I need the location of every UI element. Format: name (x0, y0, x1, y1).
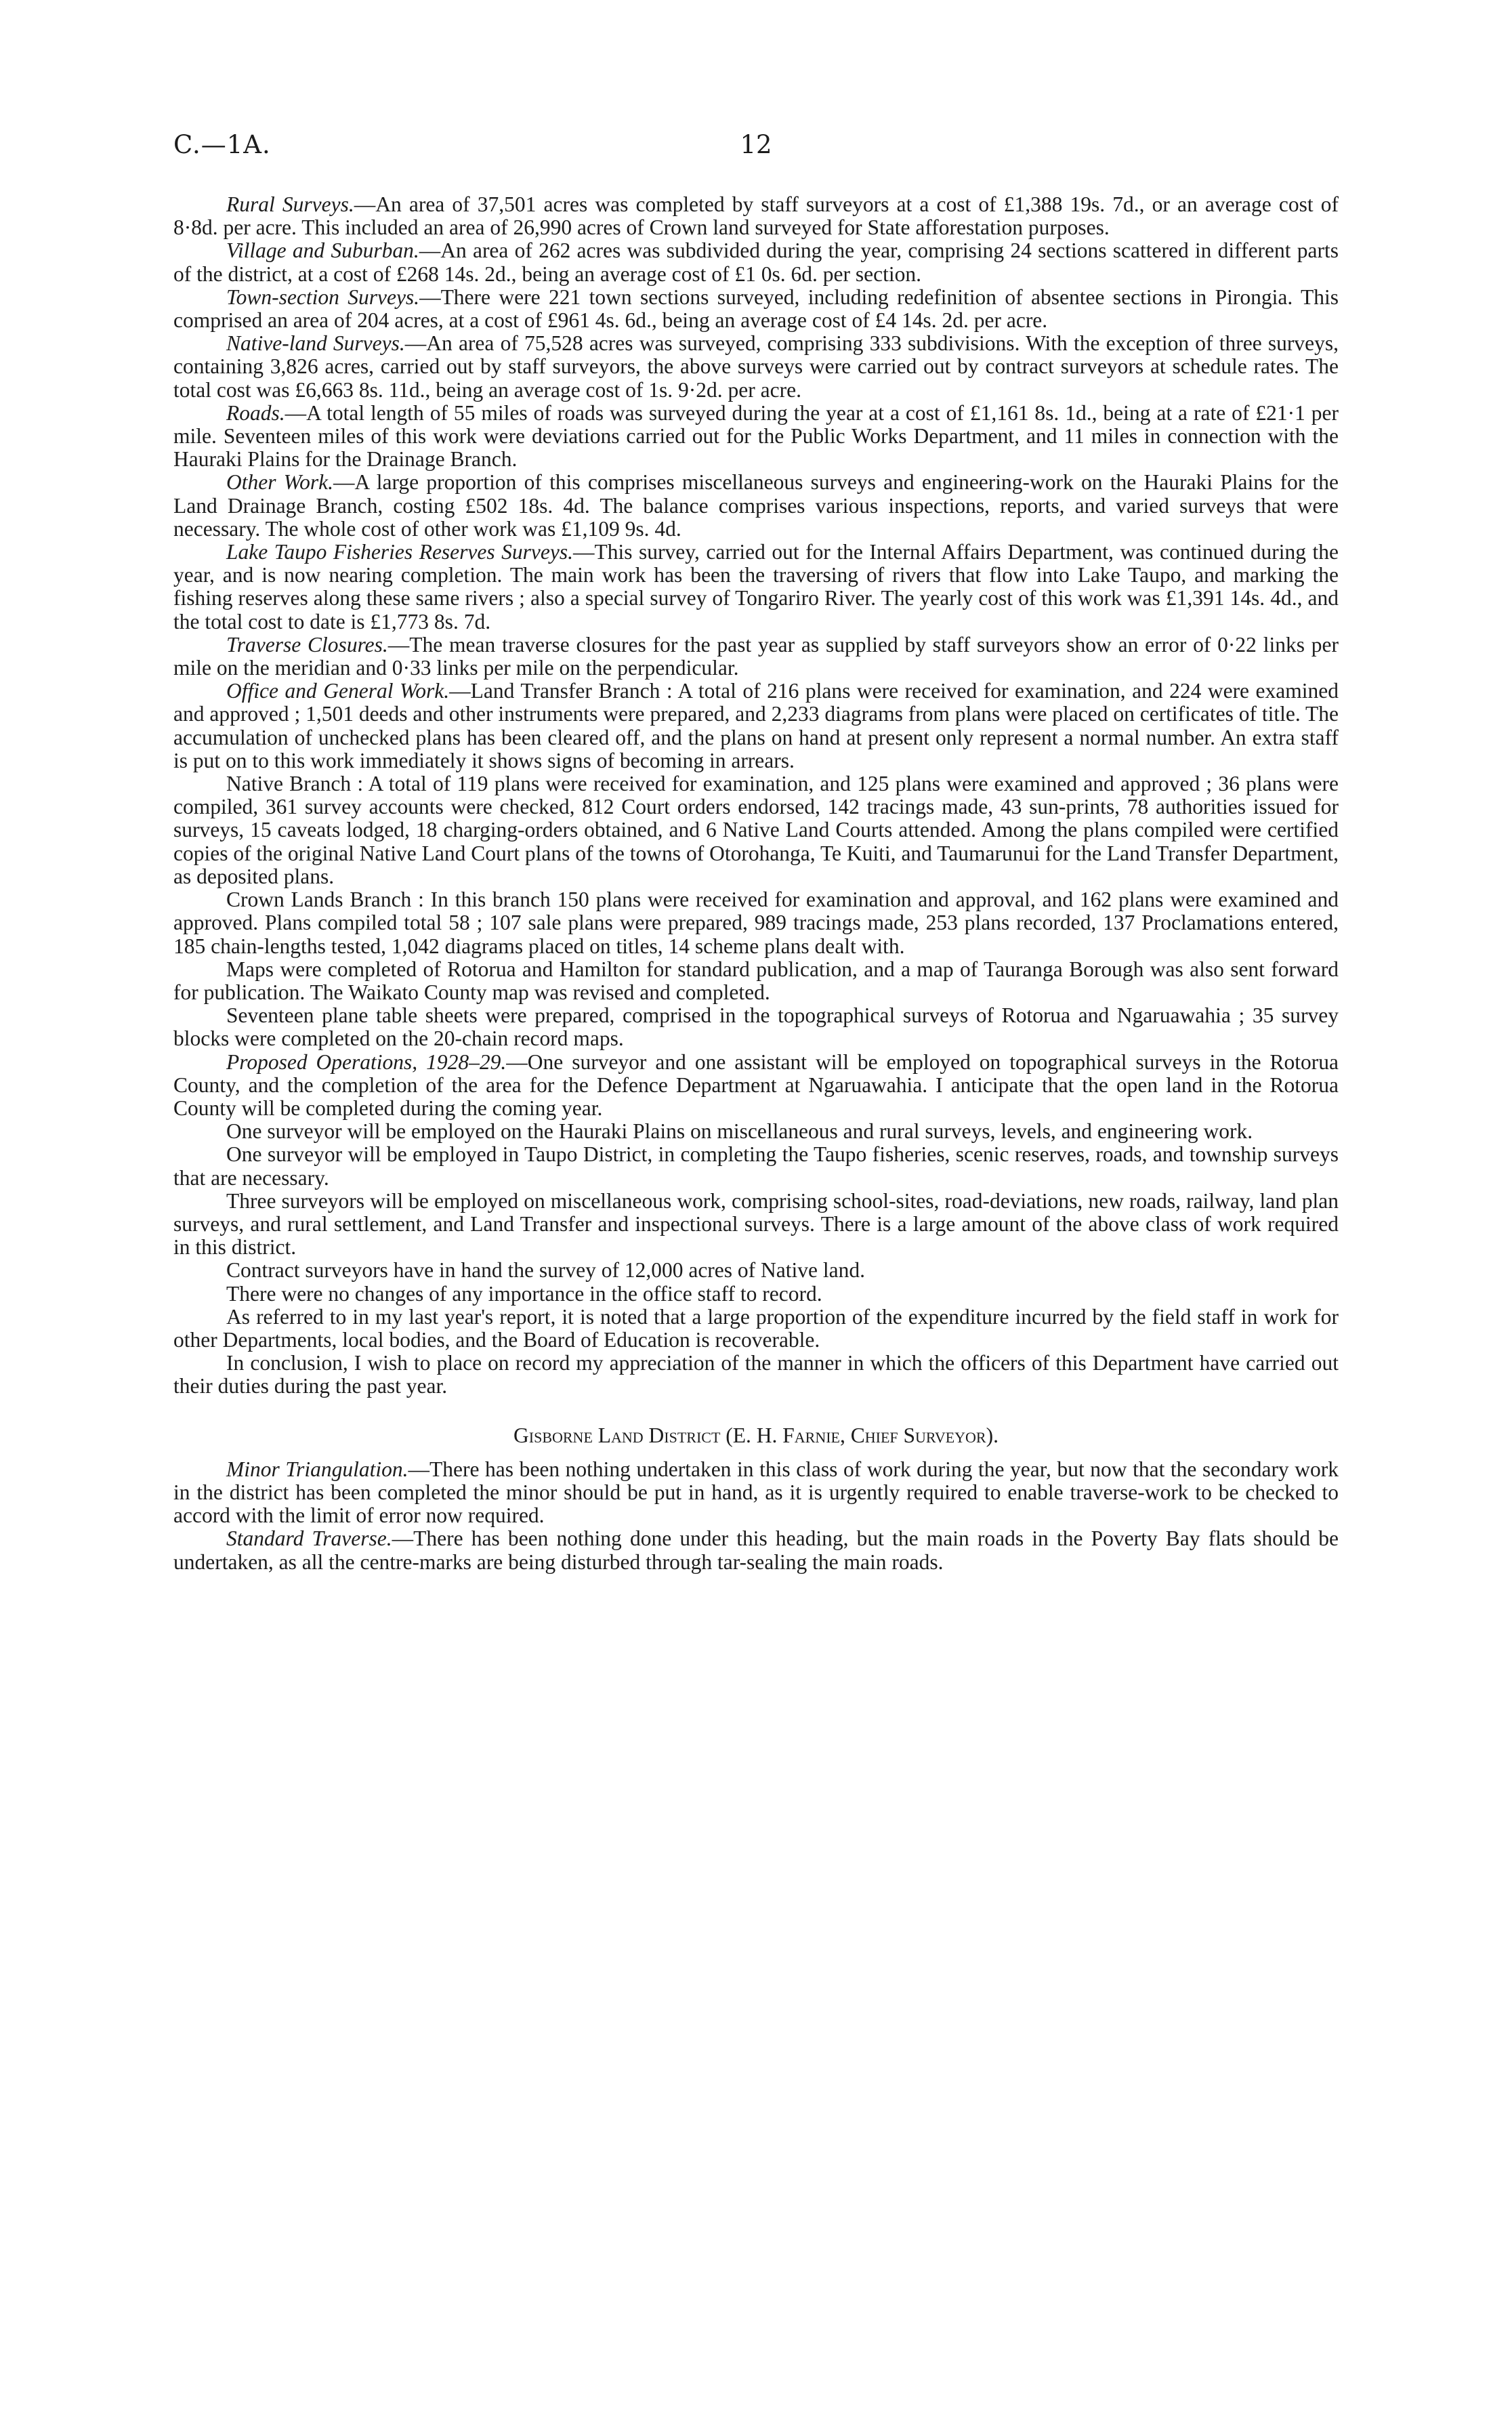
paragraph-text: Seventeen plane table sheets were prepared, comprised in the topographical surveys of Rotorua and Ngaruawahia ; 35 survey blocks were completed on the 20-chain record maps. (173, 1003, 1339, 1051)
section-paragraph-list (173, 1458, 1339, 1574)
paragraph-lead: Roads. (226, 400, 285, 425)
paragraph-lead: Rural Surveys. (226, 192, 354, 216)
paragraph (173, 402, 1339, 472)
section-heading: Gisborne Land District (E. H. Farnie, Chief Surveyor). (513, 1423, 999, 1447)
paragraph (173, 541, 1339, 633)
paragraph-text: —The mean traverse closures for the past year as supplied by staff surveyors show an error of 0·22 links per mile on the meridian and 0·33 links per mile on the perpendicular. (173, 632, 1339, 680)
paragraph-text: —An area of 75,528 acres was surveyed, comprising 333 subdivisions. With the exception of three surveys, containing 3,826 acres, carried out by staff surveyors, the above surveys were carried out by contract surveyors at schedule rates. The total cost was £6,663 8s. 11d., being an average cost of 1s. 9·2d. per acre. (173, 331, 1339, 402)
paragraph (173, 1143, 1339, 1189)
document-reference: C.—1A. (173, 130, 271, 159)
paragraph-list (173, 193, 1339, 1398)
paragraph-text: —A large proportion of this comprises miscellaneous surveys and engineering-work on the Hauraki Plains for the Land Drainage Branch, costing £502 18s. 4d. The balance comprises various inspections, reports, and varied surveys that were necessary. The whole cost of other work was £1,109 9s. 4d. (173, 470, 1339, 541)
paragraph (173, 680, 1339, 772)
paragraph-text: —An area of 37,501 acres was completed by staff surveyors at a cost of £1,388 19s. 7d., or an average cost of 8·8d. per acre. This included an area of 26,990 acres of Crown land surveyed for State afforestation purposes. (173, 192, 1339, 240)
paragraph (173, 888, 1339, 958)
paragraph-lead: Lake Taupo Fisheries Reserves Surveys. (226, 540, 574, 564)
paragraph (173, 1306, 1339, 1352)
paragraph-lead: Native-land Surveys. (226, 331, 405, 356)
paragraph (173, 1458, 1339, 1528)
paragraph (173, 1004, 1339, 1050)
paragraph-text: One surveyor will be employed in Taupo District, in completing the Taupo fisheries, scenic reserves, roads, and township surveys that are necessary. (173, 1142, 1339, 1190)
paragraph (173, 239, 1339, 285)
paragraph-text: One surveyor will be employed on the Hauraki Plains on miscellaneous and rural surveys, levels, and engineering work. (226, 1119, 1253, 1144)
paragraph-text: Native Branch : A total of 119 plans were received for examination, and 125 plans were examined and approved ; 36 plans were compiled, 361 survey accounts were checked, 812 Court orders endorsed, 142 tracings made, 43 sun-prints, 78 authorities issued for surveys, 15 caveats lodged, 18 charging-orders obtained, and 6 Native Land Courts attended. Among the plans compiled were certified copies of the original Native Land Court plans of the towns of Otorohanga, Te Kuiti, and Taumarunui for the Land Transfer Department, as deposited plans. (173, 772, 1339, 888)
paragraph-lead: Other Work. (226, 470, 333, 495)
page-header (173, 130, 1339, 178)
paragraph (173, 1190, 1339, 1260)
paragraph-text: —This survey, carried out for the Internal Affairs Department, was continued during the year, and is now nearing completion. The main work has been the traversing of rivers that flow into Lake Taupo, and marking the fishing reserves along these same rivers ; also a special survey of Tongariro River. The yearly cost of this work was £1,391 14s. 4d., and the total cost to date is £1,773 8s. 7d. (173, 540, 1339, 633)
paragraph-text: —There has been nothing undertaken in this class of work during the year, but now that the secondary work in the district has been completed the minor should be put in hand, as it is urgently required to enable traverse-work to be checked to accord with the limit of error now required. (173, 1457, 1339, 1528)
paragraph-text: —An area of 262 acres was subdivided during the year, comprising 24 sections scattered in different parts of the district, at a cost of £268 14s. 2d., being an average cost of £1 0s. 6d. per section. (173, 238, 1339, 286)
document-body (173, 193, 1339, 1574)
paragraph-lead: Office and General Work. (226, 679, 450, 703)
paragraph (173, 1527, 1339, 1573)
paragraph-text: —There were 221 town sections surveyed, including redefinition of absentee sections in Pirongia. This comprised an area of 204 acres, at a cost of £961 4s. 6d., being an average cost of £4 14s. 2d. per acre. (173, 285, 1339, 333)
paragraph (173, 1051, 1339, 1121)
paragraph (173, 633, 1339, 680)
paragraph-text: Contract surveyors have in hand the survey of 12,000 acres of Native land. (226, 1258, 865, 1283)
paragraph (173, 958, 1339, 1004)
paragraph-lead: Village and Suburban. (226, 238, 419, 263)
paragraph-text: —A total length of 55 miles of roads was surveyed during the year at a cost of £1,161 8s. 1d., being at a rate of £21·1 per mile. Seventeen miles of this work were deviations carried out for the Public Works Department, and 11 miles in connection with the Hauraki Plains for the Drainage Branch. (173, 400, 1339, 472)
paragraph-lead: Standard Traverse. (226, 1526, 392, 1551)
paragraph-text: Maps were completed of Rotorua and Hamilton for standard publication, and a map of Tauranga Borough was also sent forward for publication. The Waikato County map was revised and completed. (173, 957, 1339, 1004)
paragraph-lead: Minor Triangulation. (226, 1457, 408, 1481)
paragraph-text: Crown Lands Branch : In this branch 150 plans were received for examination and approval, and 162 plans were examined and approved. Plans compiled total 58 ; 107 sale plans were prepared, 989 tracings made, 253 plans recorded, 137 Proclamations entered, 185 chain-lengths tested, 1,042 diagrams placed on titles, 14 scheme plans dealt with. (173, 888, 1339, 958)
paragraph-text: Three surveyors will be employed on miscellaneous work, comprising school-sites, road-deviations, new roads, railway, land plan surveys, and rural settlement, and Land Transfer and inspectional surveys. There is a large amount of the above class of work required in this district. (173, 1188, 1339, 1260)
paragraph (173, 332, 1339, 402)
paragraph-lead: Town-section Surveys. (226, 285, 420, 309)
paragraph (173, 1352, 1339, 1398)
paragraph-text: As referred to in my last year's report, it is noted that a large proportion of the expenditure incurred by the field staff in work for other Departments, local bodies, and the Board of Education is recoverable. (173, 1304, 1339, 1352)
paragraph-text: There were no changes of any importance in the office staff to record. (226, 1281, 822, 1306)
page-number: 12 (740, 130, 772, 159)
paragraph (173, 1283, 1339, 1306)
paragraph (173, 1120, 1339, 1143)
paragraph (173, 193, 1339, 239)
paragraph-text: —There has been nothing done under this heading, but the main roads in the Poverty Bay flats should be undertaken, as all the centre-marks are being disturbed through tar-sealing the main roads. (173, 1526, 1339, 1574)
paragraph-lead: Proposed Operations, 1928–29. (226, 1049, 507, 1074)
paragraph-lead: Traverse Closures. (226, 632, 388, 657)
paragraph-text: —One surveyor and one assistant will be employed on topographical surveys in the Rotorua County, and the completion of the area for the Defence Department at Ngaruawahia. I anticipate that the open land in the Rotorua County will be completed during the coming year. (173, 1049, 1339, 1120)
paragraph-text: In conclusion, I wish to place on record my appreciation of the manner in which the officers of this Department have carried out their duties during the past year. (173, 1351, 1339, 1398)
paragraph-text: —Land Transfer Branch : A total of 216 plans were received for examination, and 224 were examined and approved ; 1,501 deeds and other instruments were prepared, and 2,233 diagrams from plans were placed on certificates of title. The accumulation of unchecked plans has been cleared off, and the plans on hand at present only represent a normal number. An extra staff is put on to this work immediately it shows signs of becoming in arrears. (173, 679, 1339, 772)
paragraph (173, 1259, 1339, 1282)
paragraph (173, 286, 1339, 332)
paragraph (173, 471, 1339, 541)
paragraph (173, 772, 1339, 888)
